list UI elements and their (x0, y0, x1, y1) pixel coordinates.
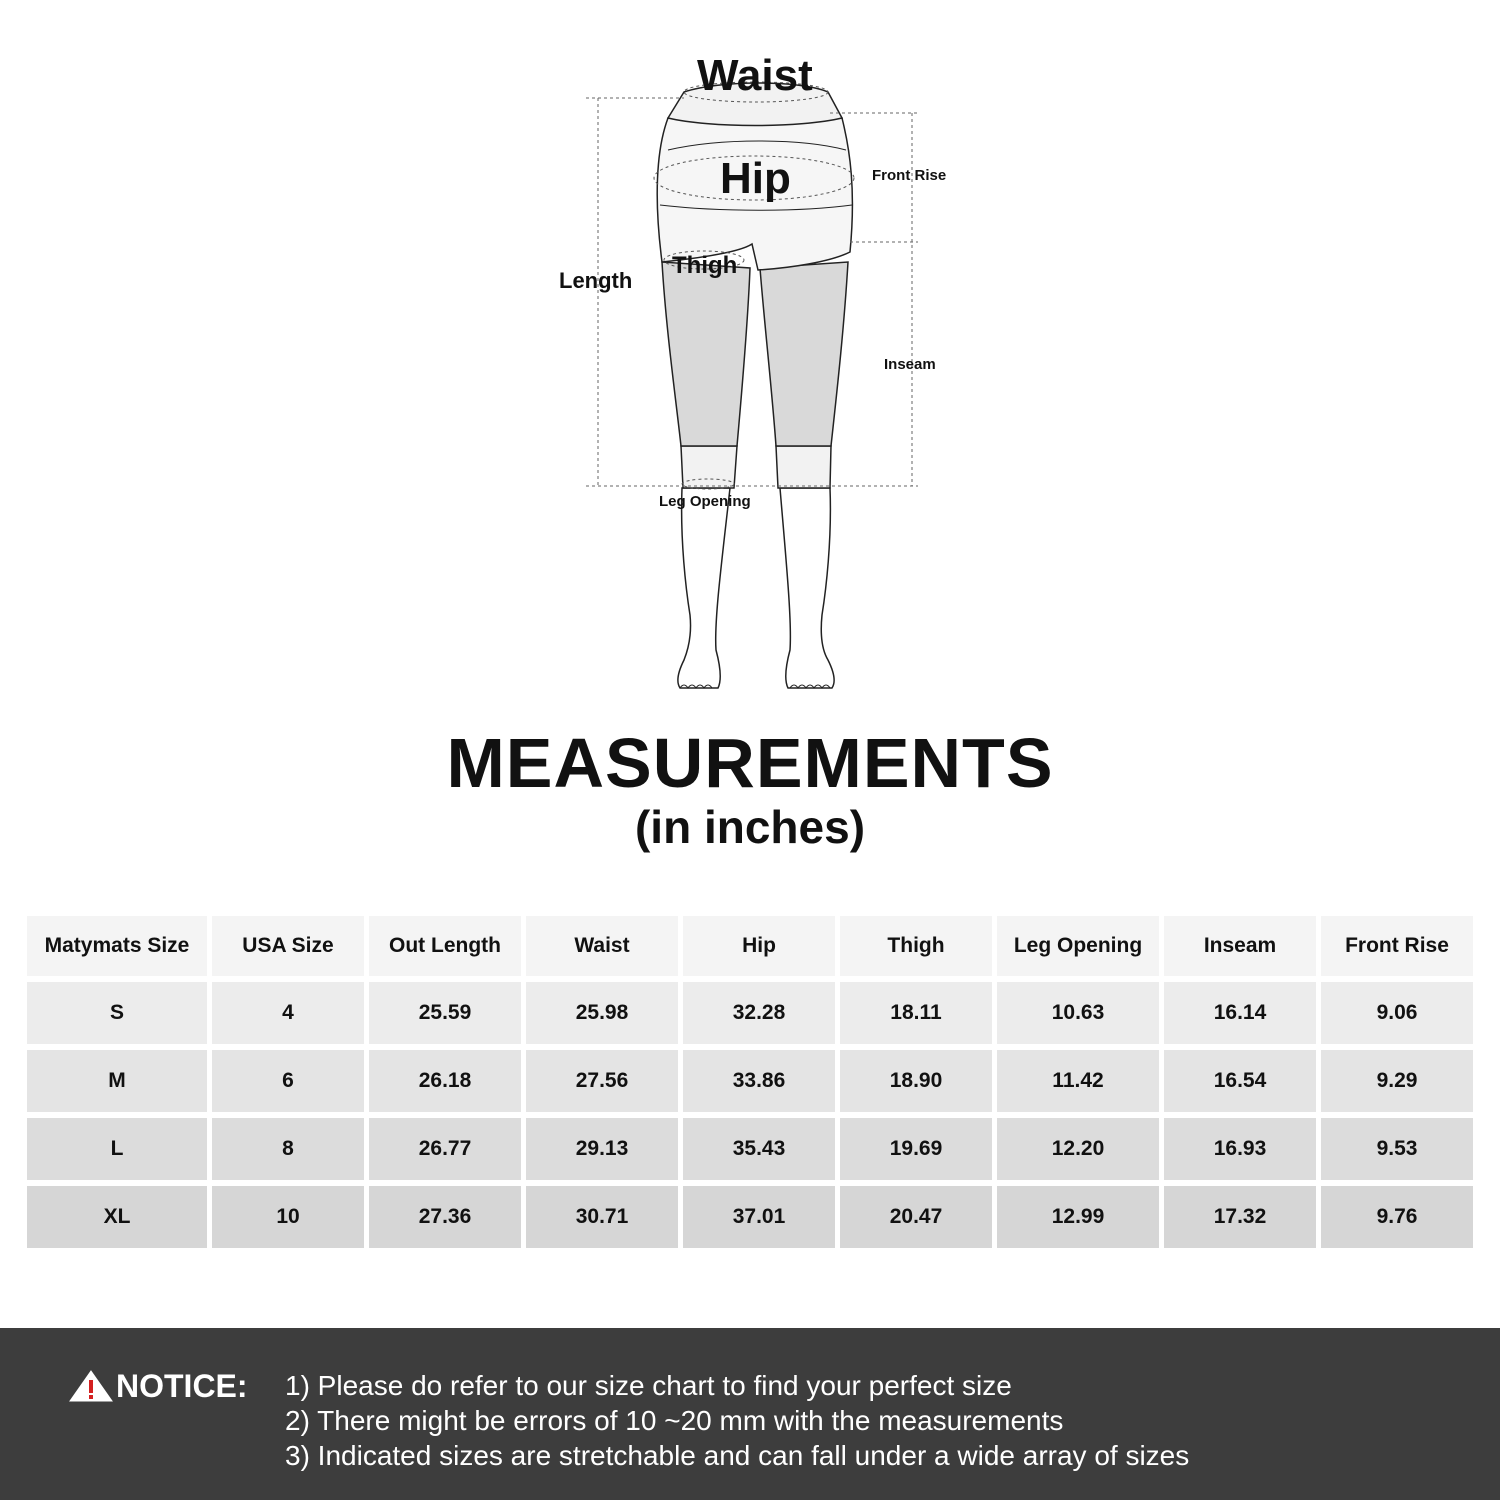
leg-cuffs (681, 446, 831, 488)
table-cell: 4 (212, 982, 364, 1044)
waist-label: Waist (697, 51, 813, 100)
table-cell: XL (27, 1186, 207, 1248)
table-cell: 8 (212, 1118, 364, 1180)
page-subtitle: (in inches) (634, 801, 866, 853)
notice-line: 3) Indicated sizes are stretchable and can fall under a wide array of sizes (285, 1440, 1190, 1471)
lower-legs (678, 488, 834, 688)
table-cell: 10 (212, 1186, 364, 1248)
column-header: Hip (683, 916, 835, 976)
table-cell: 9.53 (1321, 1118, 1473, 1180)
table-cell: 37.01 (683, 1186, 835, 1248)
column-header: Thigh (840, 916, 992, 976)
table-cell: 26.18 (369, 1050, 521, 1112)
table-cell: 12.99 (997, 1186, 1159, 1248)
warning-icon (68, 1369, 114, 1403)
table-cell: 17.32 (1164, 1186, 1316, 1248)
notice-list (285, 1368, 1189, 1473)
table-cell: 9.29 (1321, 1050, 1473, 1112)
table-cell: 18.90 (840, 1050, 992, 1112)
table-cell: M (27, 1050, 207, 1112)
thigh-label: Thigh (672, 252, 738, 279)
table-cell: 26.77 (369, 1118, 521, 1180)
column-header: Leg Opening (997, 916, 1159, 976)
notice-line: 1) Please do refer to our size chart to find your perfect size (285, 1370, 1012, 1401)
column-header: Matymats Size (27, 916, 207, 976)
table-cell: 9.06 (1321, 982, 1473, 1044)
table-cell: 20.47 (840, 1186, 992, 1248)
table-row (27, 1186, 1473, 1248)
table-cell: 16.54 (1164, 1050, 1316, 1112)
column-header: USA Size (212, 916, 364, 976)
inseam-label: Inseam (884, 356, 936, 373)
table-cell: 16.14 (1164, 982, 1316, 1044)
notice-heading (68, 1368, 248, 1404)
table-cell: 25.98 (526, 982, 678, 1044)
front-rise-label: Front Rise (872, 167, 947, 184)
leg-panels (662, 262, 848, 446)
table-row (27, 982, 1473, 1044)
table-cell: 18.11 (840, 982, 992, 1044)
notice-bar (0, 1328, 1500, 1500)
page-title: MEASUREMENTS (446, 724, 1054, 802)
notice-line: 2) There might be errors of 10 ~20 mm with the measurements (285, 1405, 1064, 1436)
table-cell: 27.56 (526, 1050, 678, 1112)
table-cell: S (27, 982, 207, 1044)
column-header: Front Rise (1321, 916, 1473, 976)
leggings-measurement-diagram (0, 0, 1500, 720)
table-cell: 33.86 (683, 1050, 835, 1112)
column-header: Inseam (1164, 916, 1316, 976)
table-row (27, 1118, 1473, 1180)
hip-label: Hip (720, 154, 791, 203)
size-table (22, 910, 1478, 1254)
table-cell: 32.28 (683, 982, 835, 1044)
table-cell: 10.63 (997, 982, 1159, 1044)
table-cell: 25.59 (369, 982, 521, 1044)
column-header: Out Length (369, 916, 521, 976)
table-cell: 16.93 (1164, 1118, 1316, 1180)
table-cell: 9.76 (1321, 1186, 1473, 1248)
notice-label: NOTICE: (116, 1368, 248, 1404)
length-label: Length (559, 268, 633, 293)
table-cell: 19.69 (840, 1118, 992, 1180)
column-header: Waist (526, 916, 678, 976)
table-cell: 6 (212, 1050, 364, 1112)
table-cell: 35.43 (683, 1118, 835, 1180)
table-cell: 11.42 (997, 1050, 1159, 1112)
table-cell: 12.20 (997, 1118, 1159, 1180)
table-cell: 27.36 (369, 1186, 521, 1248)
leggings-illustration (0, 0, 1500, 720)
table-header-row (27, 916, 1473, 976)
table-cell: 30.71 (526, 1186, 678, 1248)
table-cell: L (27, 1118, 207, 1180)
table-row (27, 1050, 1473, 1112)
table-cell: 29.13 (526, 1118, 678, 1180)
leg-opening-label: Leg Opening (659, 493, 751, 510)
